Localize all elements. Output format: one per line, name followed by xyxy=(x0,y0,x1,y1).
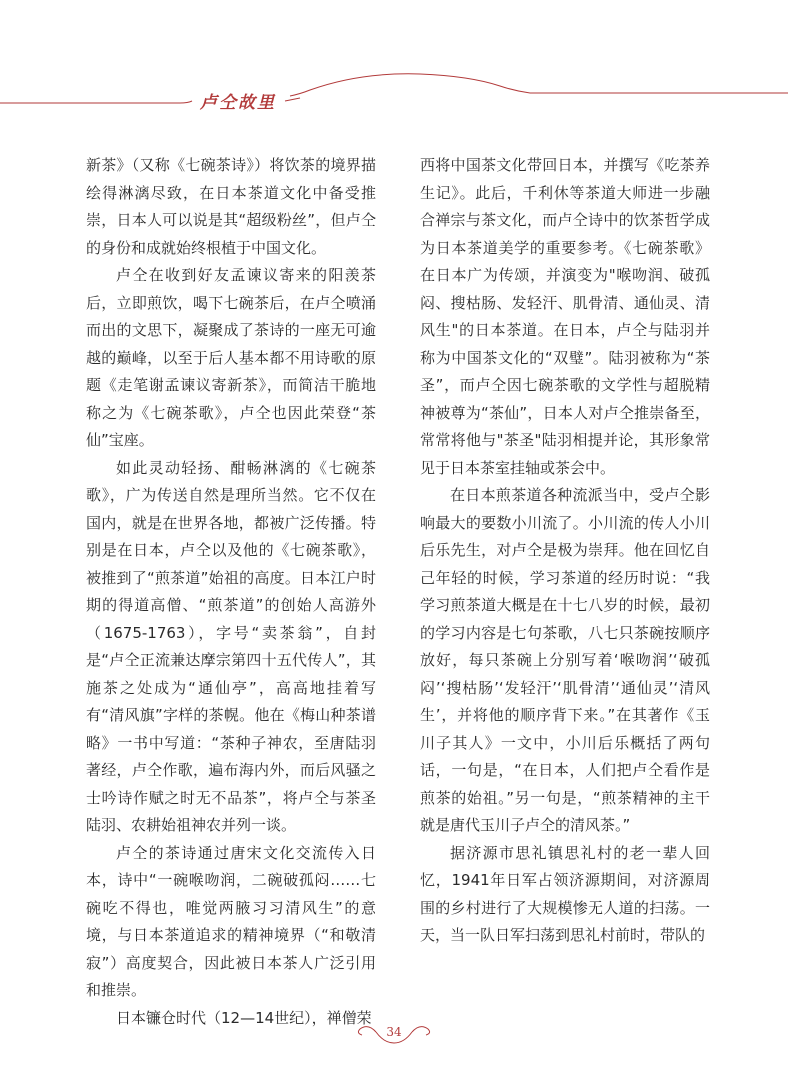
paragraph: 西将中国茶文化带回日本，并撰写《吃茶养生记》。此后，千利休等茶道大师进一步融合禅宗与茶文化，而卢仝诗中的饮茶哲学成为日本茶道美学的重要参考。《七碗茶歌》在日本广为传颂，并演变为"喉吻润、破孤闷、搜枯肠、发轻汗、肌骨清、通仙灵、清风生"的日本茶道。在日本，卢仝与陆羽并称为中国茶文化的“双璧”。陆羽被称为“茶圣”，而卢仝因七碗茶歌的文学性与超脱精神被尊为“茶仙”，日本人对卢仝推崇备至，常常将他与"茶圣"陆羽相提并论，其形象常见于日本茶室挂轴或茶会中。 xyxy=(420,156,710,477)
paragraph: 卢仝在收到好友孟谏议寄来的阳羡茶后，立即煎饮，喝下七碗茶后，在卢仝喷涌而出的文思下，凝聚成了茶诗的一座无可逾越的巅峰，以至于后人基本都不用诗歌的原题《走笔谢孟谏议寄新茶》，而简洁干脆地称之为《七碗茶歌》，卢仝也因此荣登“茶仙”宝座。 xyxy=(86,266,376,449)
right-column xyxy=(420,152,710,950)
paragraph: 新茶》（又称《七碗茶诗》）将饮茶的境界描绘得淋漓尽致，在日本茶道文化中备受推崇，日本人可以说是其“超级粉丝”，但卢仝的身份和成就始终根植于中国文化。 xyxy=(86,156,376,257)
paragraph: 如此灵动轻扬、酣畅淋漓的《七碗茶歌》，广为传送自然是理所当然。它不仅在国内，就是在世界各地，都被广泛传播。特别是在日本，卢仝以及他的《七碗茶歌》，被推到了“煎茶道”始祖的高度。日本江户时期的得道高僧、“煎茶道”的创始人高游外（1675-1763），字号“卖茶翁”，自封是“卢仝正流兼达摩宗第四十五代传人”，其施茶之处成为“通仙亭”，高高地挂着写有“清风旗”字样的茶幌。他在《梅山种茶谱略》一书中写道：“茶种子神农，至唐陆羽著经，卢仝作歌，遍布海内外，而后风骚之士吟诗作赋之时无不品茶”，将卢仝与茶圣陆羽、农耕始祖神农并列一谈。 xyxy=(86,458,376,834)
paragraph: 在日本煎茶道各种流派当中，受卢仝影响最大的要数小川流了。小川流的传人小川后乐先生，对卢仝是极为崇拜。他在回忆自己年轻的时候，学习茶道的经历时说：“我学习煎茶道大概是在十七八岁的时候，最初的学习内容是七句茶歌，八七只茶碗按顺序放好，每只茶碗上分别写着‘喉吻润’‘破孤闷’‘搜枯肠’‘发轻汗’‘肌骨清’‘通仙灵’‘清风生’，并将他的顺序背下来。”在其著作《玉川子其人》一文中，小川后乐概括了两句话，一句是，“在日本，人们把卢仝看作是煎茶的始祖。”另一句是，“煎茶精神的主干就是唐代玉川子卢仝的清风茶。” xyxy=(420,486,710,834)
paragraph: 卢仝的茶诗通过唐宋文化交流传入日本，诗中“一碗喉吻润，二碗破孤闷……七碗吃不得也，唯觉两腋习习清风生”的意境，与日本茶道追求的精神境界（“和敬清寂”）高度契合，因此被日本茶人广泛引用和推崇。 xyxy=(86,843,376,999)
header-decoration xyxy=(0,60,788,120)
page-number: 34 xyxy=(386,1025,402,1039)
section-title: 卢仝故里 xyxy=(200,93,276,113)
left-column xyxy=(86,152,376,1032)
paragraph: 日本镰仓时代（12—14世纪），禅僧荣 xyxy=(116,1008,372,1027)
paragraph: 据济源市思礼镇思礼村的老一辈人回忆，1941年日军占领济源期间，对济源周围的乡村进行了大规模惨无人道的扫荡。一天，当一队日军扫荡到思礼村前时，带队的 xyxy=(420,843,710,944)
